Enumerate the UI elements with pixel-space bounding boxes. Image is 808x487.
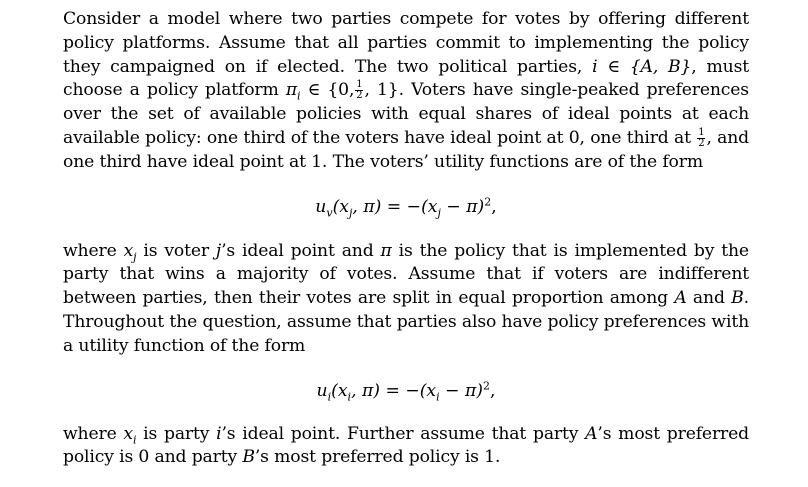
text-run: . Voters have single-peaked preferences over the set of available policies with equal shares of ideal points at each available policy: one third of the voters have ideal point at 0, one third at [63,80,749,148]
text-run: , and one third have ideal point at 1. The voters’ utility functions are of the form [63,127,749,172]
equation-party-utility: $u_i(x_i$, $\pi) = -(x_i - \pi)^2$, [316,378,496,403]
math-platform-set-open: ∈ {0, [307,80,355,101]
paragraph-voting-rules: where $x_j$ is voter j’s ideal point and π is the policy that is implemented by the party that wins a majority of votes. Assume that if voters are indifferent between parties, then their votes are split in equal proportion among A and B. Throughout the question, assume that parties also have policy preferences with a utility function of the form [63,240,749,356]
text-run: Consider a model where two parties compete for votes by offering different policy platforms. Assume that all parties commit to implementing the policy they campaigned on if elected. The two political parties, [63,9,749,77]
math-xj: $x_j$ [123,240,137,264]
math-parties-set: i ∈ {A, B} [592,56,692,77]
fraction-one-half: $\frac{1}{2}$ [356,79,363,102]
paragraph-model-setup [63,8,749,175]
math-platform-set-close: , 1} [364,80,399,101]
math-platform-var: $\pi_i$ [285,80,301,103]
fraction-one-half: $\frac{1}{2}$ [698,126,705,149]
math-xi: $x_i$ [123,423,137,446]
equation-voter-utility: $u_v(x_j$, $\pi) = -(x_j - \pi)^2$, [315,194,497,220]
text-run: , must choose a policy platform [63,56,749,101]
document-page [63,8,749,470]
paragraph-party-preferences: where $x_i$ is party i’s ideal point. Further assume that party A’s most preferred policy is 0 and party B’s most preferred policy is 1. [63,423,749,468]
